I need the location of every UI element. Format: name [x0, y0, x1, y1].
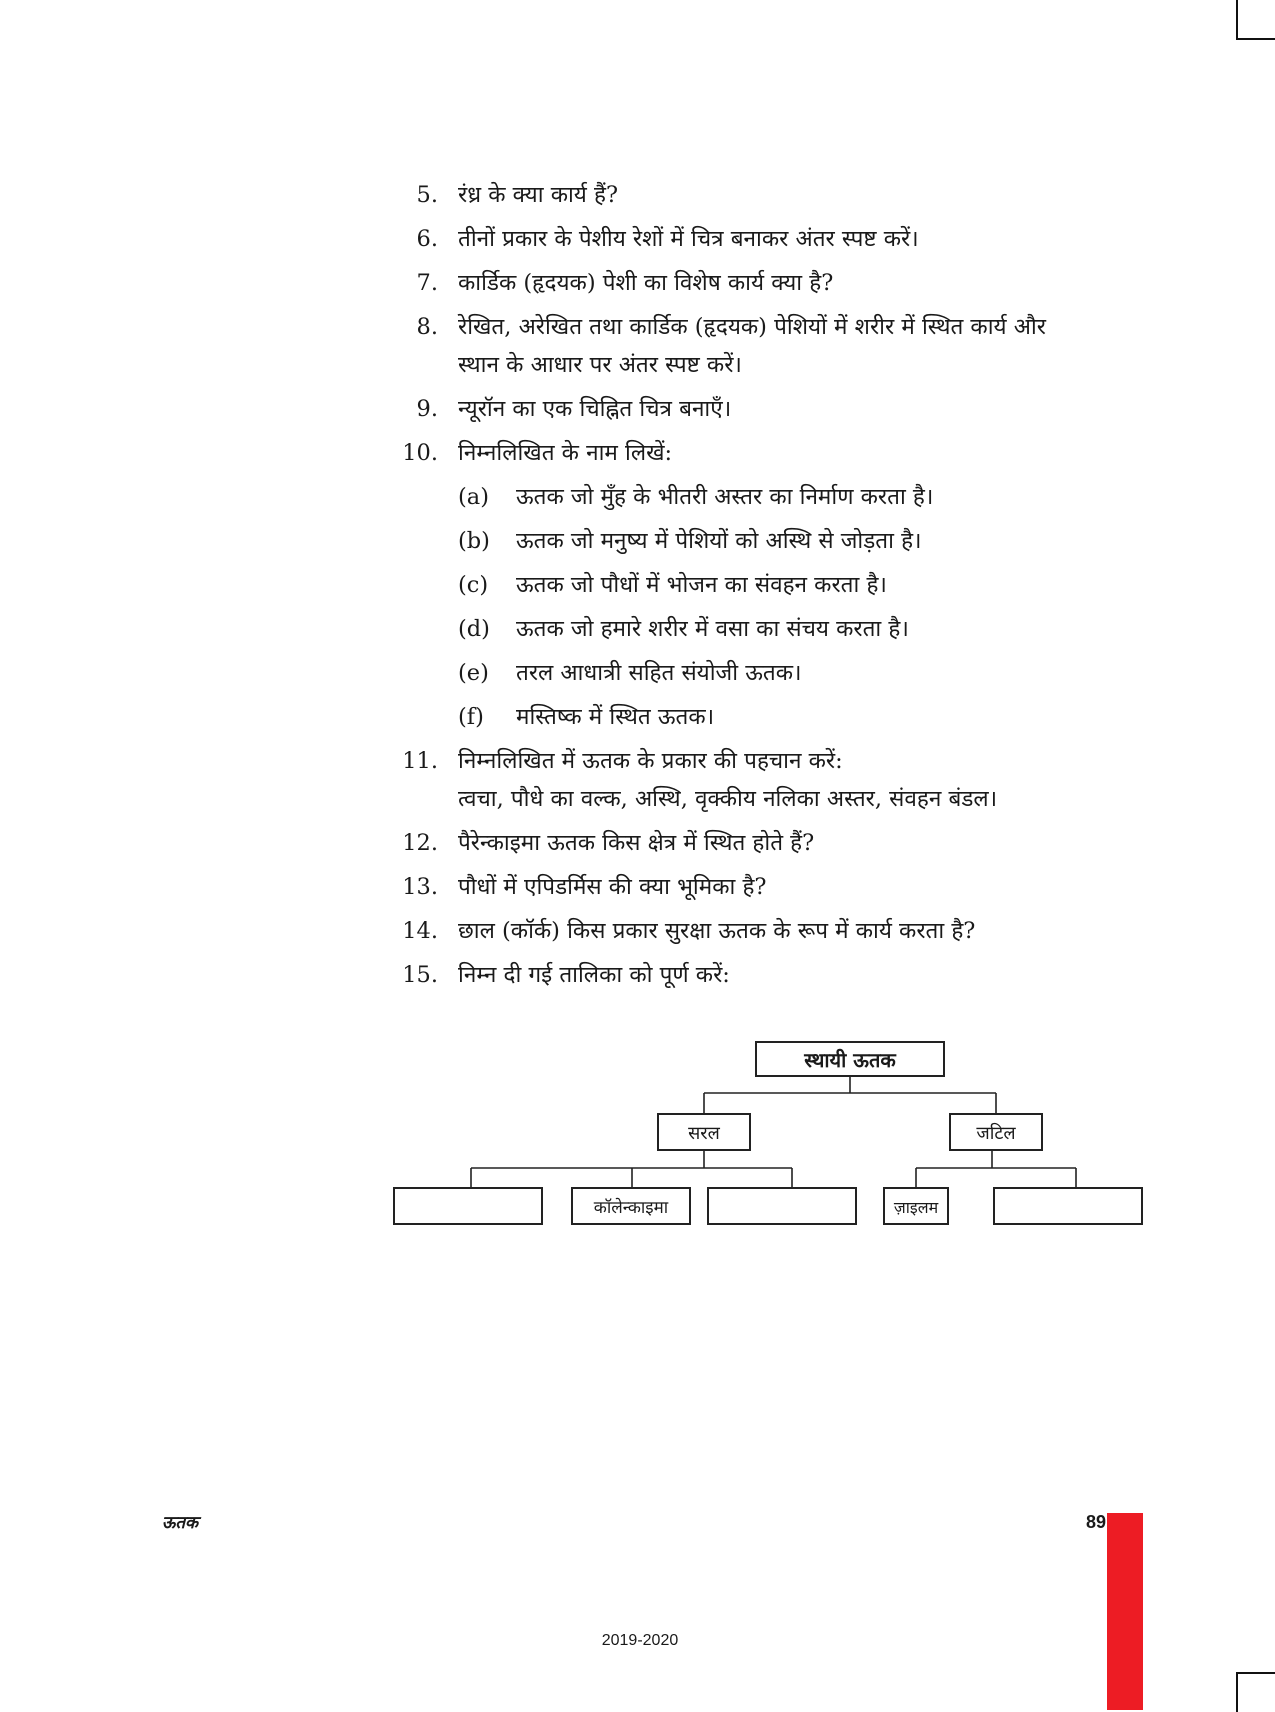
question-8: [400, 308, 1160, 384]
sub-question-d: [458, 610, 1160, 648]
question-12: [400, 824, 1160, 862]
question-number: 10.: [402, 440, 438, 466]
question-9: [400, 390, 1160, 428]
question-text: पैरेन्काइमा ऊतक किस क्षेत्र में स्थित होते हैं?: [458, 830, 815, 856]
sub-question-b: [458, 522, 1160, 560]
page-accent-bar: [1107, 1513, 1143, 1710]
footer-chapter-title: ऊतक: [162, 1513, 199, 1533]
question-number: 9.: [416, 396, 438, 422]
question-15: [400, 956, 1160, 994]
question-7: [400, 264, 1160, 302]
tree-collenchyma-label: कॉलेन्काइमा: [593, 1198, 669, 1218]
question-text-line-1: रेखित, अरेखित तथा कार्डिक (हृदयक) पेशियों में शरीर में स्थित कार्य और: [458, 314, 1046, 340]
sub-question-text: ऊतक जो मनुष्य में पेशियों को अस्थि से जोड़ता है।: [516, 528, 922, 554]
question-11: [400, 742, 1160, 818]
question-text-line-2: स्थान के आधार पर अंतर स्पष्ट करें।: [458, 352, 742, 378]
question-5: [400, 176, 1160, 214]
question-6: [400, 220, 1160, 258]
question-number: 11.: [402, 748, 438, 774]
question-number: 15.: [402, 962, 438, 988]
sub-question-c: [458, 566, 1160, 604]
question-number: 6.: [416, 226, 438, 252]
question-number: 12.: [402, 830, 438, 856]
sub-question-letter: (e): [458, 660, 489, 686]
question-text: निम्न दी गई तालिका को पूर्ण करें:: [458, 962, 730, 988]
question-text: छाल (कॉर्क) किस प्रकार सुरक्षा ऊतक के रूप में कार्य करता है?: [458, 918, 976, 944]
sub-question-a: [458, 478, 1160, 516]
page-number: 89: [1085, 1512, 1106, 1532]
tree-xylem-label: ज़ाइलम: [893, 1198, 939, 1217]
tree-blank-box: [394, 1188, 542, 1224]
sub-question-text: ऊतक जो मुँह के भीतरी अस्तर का निर्माण करता है।: [516, 484, 934, 510]
question-text: न्यूरॉन का एक चिह्नित चित्र बनाएँ।: [458, 396, 732, 422]
crop-mark-bottom: [1236, 1672, 1275, 1712]
sub-question-letter: (b): [458, 528, 490, 554]
crop-mark-top: [1236, 0, 1275, 40]
tree-complex-label: जटिल: [976, 1123, 1016, 1144]
question-list: [400, 176, 1160, 1000]
question-14: [400, 912, 1160, 950]
sub-question-e: [458, 654, 1160, 692]
footer-year: 2019-2020: [601, 1632, 679, 1649]
question-number: 13.: [402, 874, 438, 900]
question-text-line-2: त्वचा, पौधे का वल्क, अस्थि, वृक्कीय नलिका अस्तर, संवहन बंडल।: [458, 786, 998, 812]
question-number: 8.: [416, 314, 438, 340]
tree-root-label: स्थायी ऊतक: [804, 1048, 896, 1072]
tree-simple-label: सरल: [688, 1123, 720, 1144]
sub-question-text: मस्तिष्क में स्थित ऊतक।: [516, 704, 715, 730]
question-text: पौधों में एपिडर्मिस की क्या भूमिका है?: [458, 874, 767, 900]
sub-question-f: [458, 698, 1160, 736]
permanent-tissue-tree-diagram: [390, 1040, 1150, 1244]
question-10: [400, 434, 1160, 736]
question-number: 7.: [416, 270, 438, 296]
question-text: कार्डिक (हृदयक) पेशी का विशेष कार्य क्या है?: [458, 270, 834, 296]
sub-question-letter: (a): [458, 484, 489, 510]
question-13: [400, 868, 1160, 906]
sub-question-text: ऊतक जो पौधों में भोजन का संवहन करता है।: [516, 572, 887, 598]
sub-question-list: [458, 478, 1160, 736]
question-text: रंध्र के क्या कार्य हैं?: [458, 182, 619, 208]
question-text-line-1: निम्नलिखित में ऊतक के प्रकार की पहचान करें:: [458, 748, 843, 774]
question-text: तीनों प्रकार के पेशीय रेशों में चित्र बनाकर अंतर स्पष्ट करें।: [458, 226, 919, 252]
sub-question-letter: (d): [458, 616, 490, 642]
sub-question-text: तरल आधात्री सहित संयोजी ऊतक।: [516, 660, 802, 686]
sub-question-letter: (c): [458, 572, 489, 598]
question-number: 5.: [416, 182, 438, 208]
tree-diagram-svg: [390, 1040, 1150, 1240]
tree-blank-box: [708, 1188, 856, 1224]
sub-question-letter: (f): [458, 704, 484, 730]
tree-blank-box: [994, 1188, 1142, 1224]
question-number: 14.: [402, 918, 438, 944]
sub-question-text: ऊतक जो हमारे शरीर में वसा का संचय करता है।: [516, 616, 909, 642]
question-text: निम्नलिखित के नाम लिखें:: [458, 440, 673, 466]
